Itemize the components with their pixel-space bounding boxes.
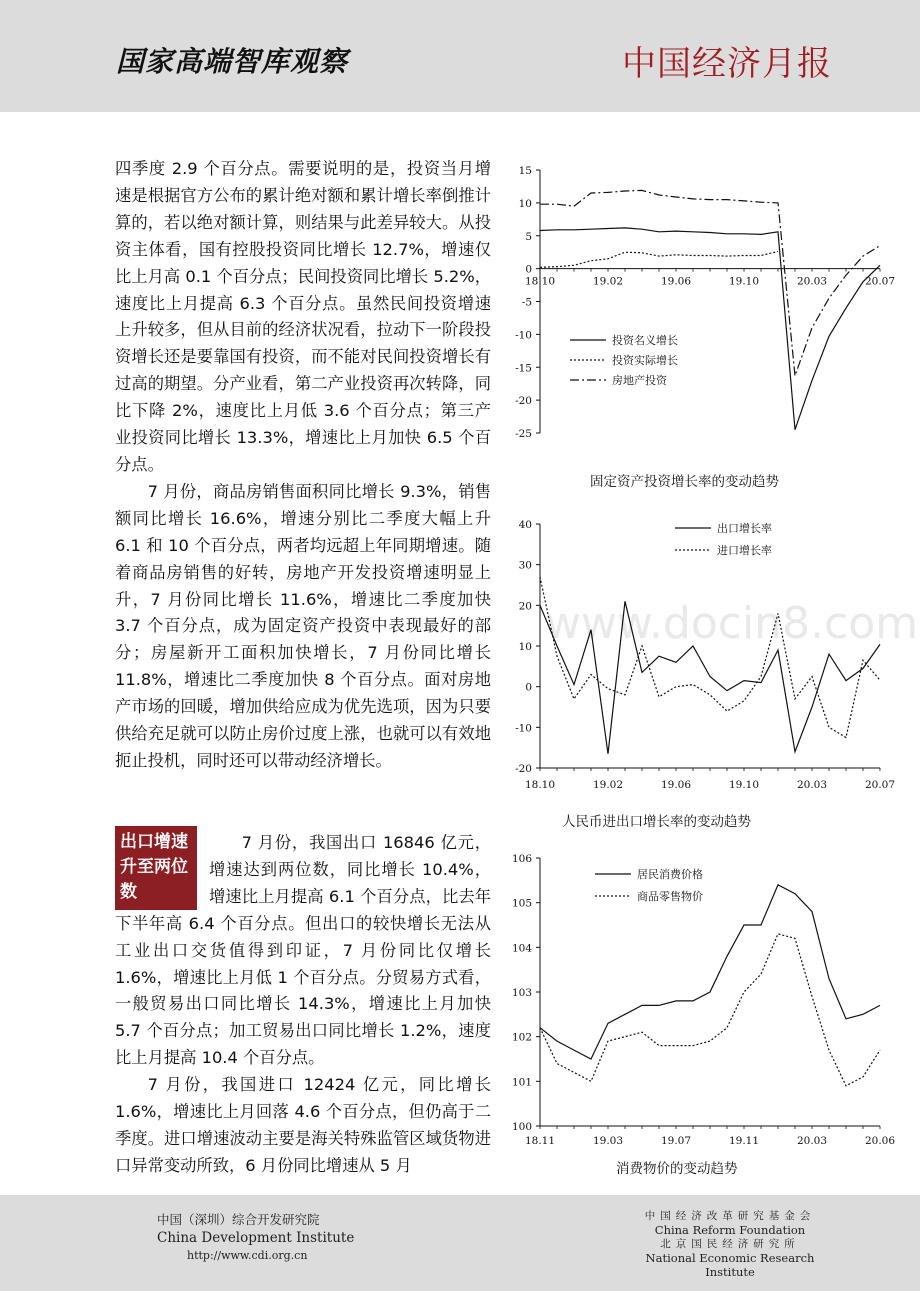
x-tick-label: 19.02 xyxy=(592,779,624,791)
report-title: 中国经济月报 xyxy=(622,44,832,84)
footer-neri-cn: 北京国民经济研究所 xyxy=(660,1238,800,1250)
x-tick-label: 20.03 xyxy=(796,779,828,791)
x-tick-label: 19.07 xyxy=(660,1135,692,1147)
x-tick-label: 20.07 xyxy=(864,779,896,791)
y-tick-label: -10 xyxy=(515,329,532,342)
x-tick-label: 18.10 xyxy=(524,275,556,288)
x-tick-label: 19.10 xyxy=(728,275,760,288)
footer-cdi-url[interactable]: http://www.cdi.org.cn xyxy=(187,1249,308,1262)
left-column-upper xyxy=(115,156,491,775)
page-footer xyxy=(0,1195,920,1291)
footer-neri-en: National Economic Research Institute xyxy=(645,1251,815,1279)
footer-crf-en: China Reform Foundation xyxy=(654,1223,806,1237)
x-tick-label: 20.06 xyxy=(864,1135,896,1147)
y-tick-label: -20 xyxy=(515,763,532,775)
y-tick-label: -10 xyxy=(515,722,532,735)
y-tick-label: 15 xyxy=(518,165,532,177)
x-tick-label: 19.03 xyxy=(592,1135,624,1147)
chart-1-caption: 固定资产投资增长率的变动趋势 xyxy=(590,474,779,490)
x-tick-label: 20.07 xyxy=(864,275,896,288)
x-tick-label: 19.02 xyxy=(592,275,624,288)
x-tick-label: 18.11 xyxy=(524,1135,556,1147)
section-tag-exports: 出口增速升至两位数 xyxy=(115,826,197,910)
footer-crf-cn: 中国经济改革研究基金会 xyxy=(644,1210,816,1222)
x-tick-label: 19.06 xyxy=(660,779,692,791)
x-tick-label: 19.06 xyxy=(660,275,692,288)
footer-cdi-en: China Development Institute xyxy=(157,1230,355,1246)
y-tick-label: 20 xyxy=(518,600,532,613)
chart-trade-growth xyxy=(500,512,896,804)
y-tick-label: 102 xyxy=(511,1031,532,1044)
y-tick-label: 101 xyxy=(511,1076,532,1089)
footer-cdi-cn: 中国（深圳）综合开发研究院 xyxy=(157,1212,320,1227)
legend-label: 进口增长率 xyxy=(717,544,772,557)
series-line-2 xyxy=(540,934,880,1086)
y-tick-label: 104 xyxy=(511,942,532,955)
legend-label: 居民消费价格 xyxy=(637,868,703,881)
series-line-1 xyxy=(540,228,880,430)
y-tick-label: 40 xyxy=(518,519,532,531)
y-tick-label: 10 xyxy=(518,641,532,653)
y-tick-label: 103 xyxy=(511,987,532,999)
chart-fixed-asset-investment xyxy=(500,158,896,448)
y-tick-label: 0 xyxy=(525,681,532,694)
x-tick-label: 20.03 xyxy=(796,275,828,288)
chart-3-svg xyxy=(500,848,896,1150)
left-column-lower xyxy=(115,830,491,1180)
x-tick-label: 20.03 xyxy=(796,1135,828,1147)
paragraph-imports: 7 月份，我国进口 12424 亿元，同比增长 1.6%，增速比上月回落 4.6 个百分点，但仍高于二季度。进口增速波动主要是海关特殊监管区域货物进口异常变动所致，6 月份同比增速从 5 月 xyxy=(115,1075,491,1175)
chart-1-svg xyxy=(500,158,896,448)
y-tick-label: -25 xyxy=(515,428,532,440)
series-line-2 xyxy=(540,577,880,738)
think-tank-logo: 国家高端智库观察 xyxy=(116,45,349,78)
y-tick-label: 105 xyxy=(511,897,532,910)
x-tick-label: 19.10 xyxy=(728,779,760,791)
watermark: www.docin8.com xyxy=(545,598,919,649)
y-tick-label: -15 xyxy=(515,362,532,375)
y-tick-label: 30 xyxy=(518,559,532,572)
y-tick-label: 106 xyxy=(511,853,532,865)
series-line-2 xyxy=(540,252,778,268)
footer-right xyxy=(640,1209,820,1279)
legend-label: 房地产投资 xyxy=(612,374,667,387)
page-header xyxy=(0,0,920,112)
legend-label: 出口增长率 xyxy=(717,522,772,535)
chart-consumer-prices xyxy=(500,848,896,1150)
y-tick-label: 5 xyxy=(525,230,532,243)
paragraph-real-estate: 7 月份，商品房销售面积同比增长 9.3%，销售额同比增长 16.6%，增速分别比二季度大幅上升 6.1 和 10 个百分点，两者均远超上年同期增速。随着商品房销售的好转，房地产开发投资增速明显上升，7 月份同比增长 11.6%，增速比二季度加快 3.7 个百分点，成为固定资产投资中表现最好的部分；房屋新开工面积加快增长，7 月份同比增长 11.8%，增速比二季度加快 8 个百分点。面对房地产市场的回暖，增加供给应成为优先选项，因为只要供给充足就可以防止房价过度上涨，也就可以有效地扼止投机，同时还可以带动经济增长。 xyxy=(115,481,491,770)
footer-left xyxy=(157,1211,354,1265)
y-tick-label: 0 xyxy=(525,263,532,276)
legend-label: 投资名义增长 xyxy=(612,334,678,347)
tag-spacer xyxy=(115,830,209,910)
chart-2-svg xyxy=(500,512,896,804)
y-tick-label: 10 xyxy=(518,197,532,210)
x-tick-label: 18.10 xyxy=(524,779,556,791)
x-tick-label: 19.11 xyxy=(728,1135,760,1147)
paragraph-investment: 四季度 2.9 个百分点。需要说明的是，投资当月增速是根据官方公布的累计绝对额和累计增长率倒推计算的，若以绝对额计算，则结果与此差异较大。从投资主体看，国有控股投资同比增长 12.7%，增速仅比上月高 0.1 个百分点；民间投资同比增长 5.2%，速度比上月提高 6.3 个百分点。虽然民间投资增速上升较多，但从目前的经济状况看，拉动下一阶段投资增长还是要靠国有投资，而不能对民间投资增长有过高的期望。分产业看，第二产业投资再次转降，同比下降 2%，速度比上月低 3.6 个百分点；第三产业投资同比增长 13.3%，增速比上月加快 6.5 个百分点。 xyxy=(115,159,491,474)
series-line-1 xyxy=(540,885,880,1059)
y-tick-label: -20 xyxy=(515,395,532,408)
paragraph-exports xyxy=(115,830,491,1072)
legend-label: 商品零售物价 xyxy=(637,890,703,903)
y-tick-label: -5 xyxy=(521,296,532,309)
y-tick-label: 100 xyxy=(511,1121,532,1133)
paragraph-exports-text: 7 月份，我国出口 16846 亿元，增速达到两位数，同比增长 10.4%，增速比上月提高 6.1 个百分点，比去年下半年高 6.4 个百分点。但出口的较快增长无法从工业出口交货值得到印证，7 月份同比仅增长 1.6%，增速比上月低 1 个百分点。分贸易方式看，一般贸易出口同比增长 14.3%，增速比上月加快 5.7 个百分点；加工贸易出口同比增长 1.2%，速度比上月提高 10.4 个百分点。 xyxy=(115,833,491,1068)
series-line-1 xyxy=(540,601,880,754)
chart-3-caption: 消费物价的变动趋势 xyxy=(616,1161,738,1177)
legend-label: 投资实际增长 xyxy=(612,354,678,367)
series-line-3 xyxy=(540,190,880,375)
chart-2-caption: 人民币进出口增长率的变动趋势 xyxy=(562,814,751,830)
